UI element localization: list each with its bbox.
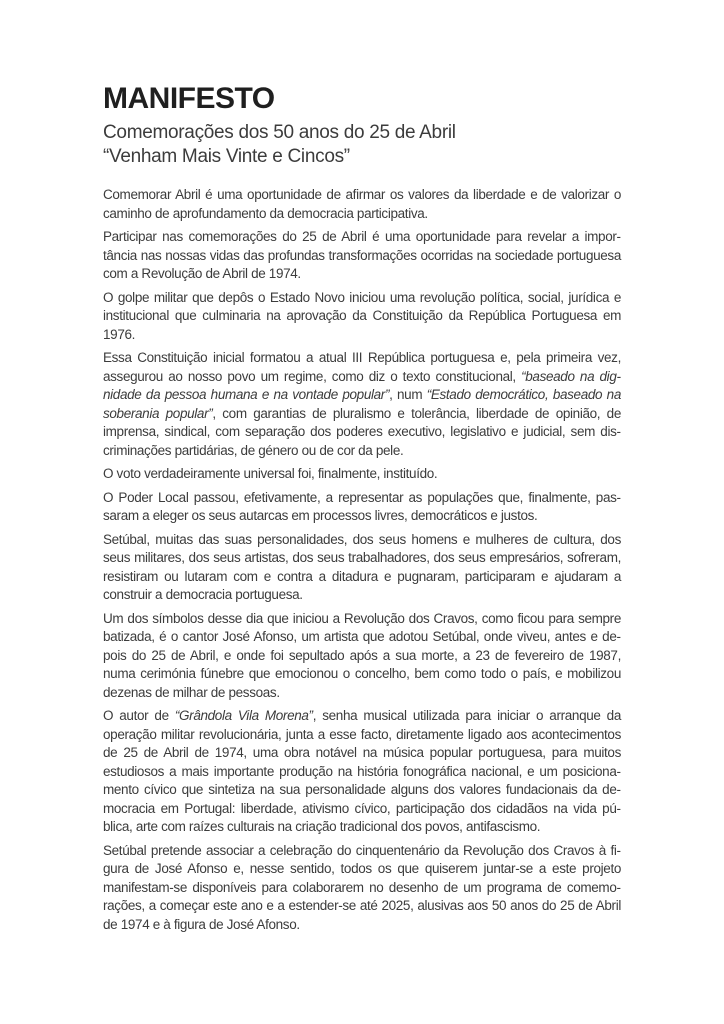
text-run: O golpe militar que depôs o Estado Novo iniciou uma revolução política, social, jurídica e institucional que culminaria na aprovação da Constituição da República Portuguesa em 1976. (103, 289, 621, 342)
text-run: , num (389, 387, 427, 402)
text-run-italic: “Estado democrático, baseado na soberania popular” (103, 387, 621, 421)
document-header (103, 82, 621, 169)
paragraph (103, 228, 621, 284)
text-run-italic: “baseado na dignidade da pessoa humana e na vontade popular” (103, 368, 621, 402)
text-run: Setúbal pretende associar a celebração do cinquentenário da Revolução dos Cravos à figura de José Afonso e, nesse sentido, todos os que quiserem juntar-se a este projeto manifestam-se disponíveis para colaborarem no desenho de um programa de comemorações, a começar este ano e a estender-se até 2025, alusivas aos 50 anos do 25 de Abril de 1974 e à figura de José Afonso. (103, 842, 621, 932)
paragraph (103, 186, 621, 223)
text-run-italic: “Grândola Vila Morena” (174, 708, 313, 723)
paragraph (103, 489, 621, 526)
text-run: , com garantias de pluralismo e tolerância, liberdade de opinião, de imprensa, sindical, com separação dos poderes executivo, legislativo e judicial, sem discriminações partidárias, de género ou de cor da pele. (103, 405, 621, 458)
text-run: Participar nas comemorações do 25 de Abril é uma oportunidade para revelar a importância nas nossas vidas das profundas transformações ocorridas na sociedade portuguesa com a Revolução de Abril de 1974. (103, 229, 621, 281)
text-run: O Poder Local passou, efetivamente, a representar as populações que, finalmente, passaram a eleger os seus autarcas em processos livres, democráticos e justos. (103, 489, 621, 523)
document-title: MANIFESTO (103, 82, 275, 115)
document-body (103, 186, 621, 934)
paragraph (103, 349, 621, 460)
text-run: Um dos símbolos desse dia que iniciou a Revolução dos Cravos, como ficou para sempre batizada, é o cantor José Afonso, um artista que adotou Setúbal, onde viveu, antes e depois do 25 de Abril, e onde foi sepultado após a sua morte, a 23 de fevereiro de 1987, numa cerimónia fúnebre que emocionou o concelho, bem como todo o país, e mobilizou dezenas de milhar de pessoas. (103, 610, 621, 700)
text-run: Setúbal, muitas das suas personalidades, dos seus homens e mulheres de cultura, dos seus militares, dos seus artistas, dos seus trabalhadores, dos seus empresários, sofreram, resistiram ou lutaram com e contra a ditadura e pugnaram, participaram e ajudaram a construir a democracia portuguesa. (103, 531, 621, 602)
paragraph (103, 610, 621, 703)
paragraph (103, 531, 621, 605)
document-subtitle-line1: Comemorações dos 50 anos do 25 de Abril (103, 122, 456, 143)
text-run: O autor de (103, 708, 175, 723)
text-run: O voto verdadeiramente universal foi, finalmente, instituído. (103, 466, 438, 481)
text-run: Essa Constituição inicial formatou a atual III República portuguesa e, pela primeira vez, assegurou ao nosso povo um regime, como diz o texto constitucional, (103, 350, 621, 384)
paragraph (103, 842, 621, 935)
paragraph (103, 465, 621, 484)
document-subtitle-line2: “Venham Mais Vinte e Cincos” (103, 146, 350, 167)
text-run: Comemorar Abril é uma oportunidade de afirmar os valores da liberdade e de valorizar o caminho de aprofundamento da democracia participativa. (103, 187, 621, 221)
text-run: , senha musical utilizada para iniciar o arranque da operação militar revolucionária, junta a esse facto, diretamente ligado aos acontecimentos de 25 de Abril de 1974, uma obra notável na música popular portuguesa, para muitos estudiosos a mais importante produção na história fonográfica nacional, e um posicionamento cívico que sintetiza na sua personalidade alguns dos valores fundacionais da democracia em Portugal: liberdade, ativismo cívico, participação dos cidadãos na vida pública, arte com raízes culturais na criação tradicional dos povos, antifascismo. (103, 708, 621, 834)
paragraph (103, 289, 621, 345)
paragraph (103, 707, 621, 837)
